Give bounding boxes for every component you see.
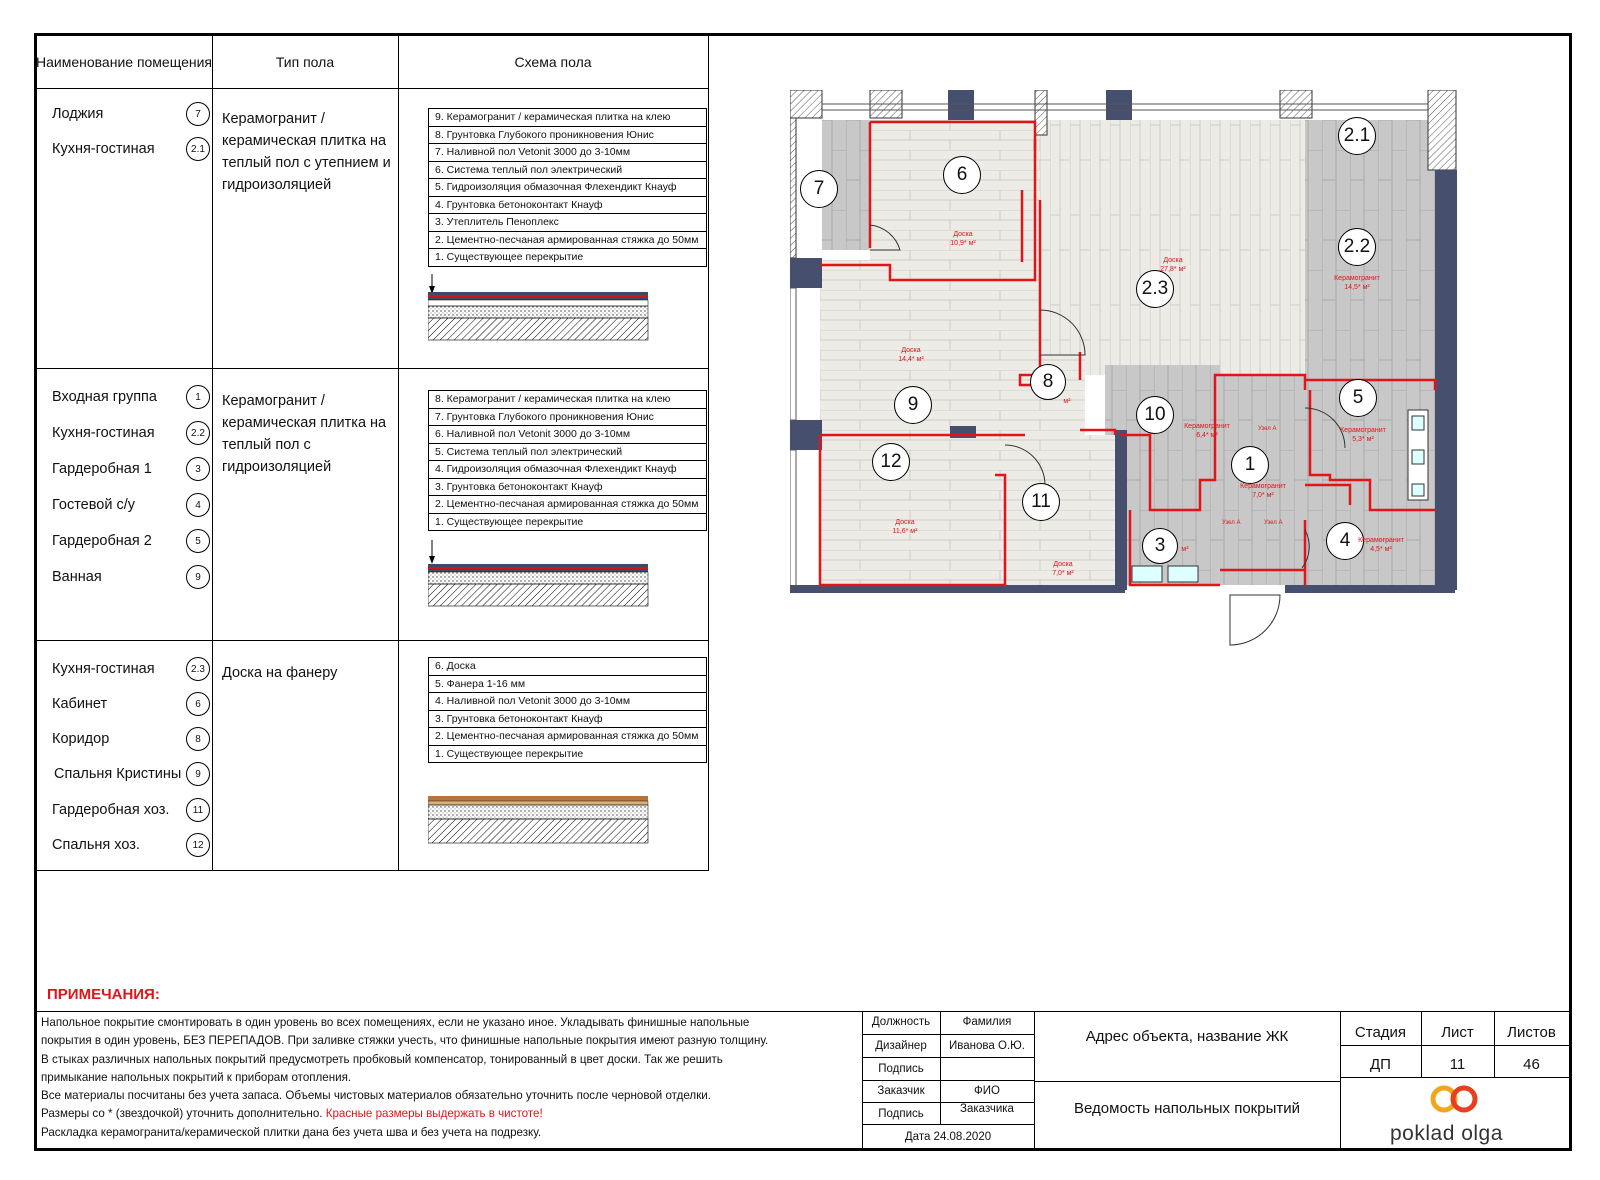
plan-labels [790,90,1470,670]
room-marker-3: 3 [1142,528,1178,564]
note-line: Все материалы посчитаны без учета запаса. Объемы чистовых материалов обязательно уточнить после черновой отделки. [41,1089,711,1103]
room-area-label: Доска 27,8* м² [1160,257,1186,273]
room-marker-12: 12 [872,443,910,481]
layer-item: 6. Система теплый пол электрический [428,161,707,179]
room-row [36,383,214,413]
floor-type-text: Керамогранит / керамическая плитка на теплый пол с утепнием и гидроизоляцией [222,111,391,193]
layer-item: 3. Грунтовка бетоноконтакт Кнауф [428,478,707,496]
layer-item: 3. Утеплитель Пеноплекс [428,213,707,231]
stage-value: ДП [1370,1056,1391,1073]
layer-item: 7. Наливной пол Vetonit 3000 до 3-10мм [428,143,707,161]
room-marker-4: 4 [1326,522,1364,560]
room-number-badge: 2.1 [186,137,210,161]
layer-item: 7. Грунтовка Глубокого проникновения Юнис [428,408,707,426]
room-area-label: Керамогранит 14,5* м² [1334,275,1380,291]
floor-section-drawing [428,274,658,354]
room-number-badge: 11 [186,798,210,822]
room-number-badge: 9 [186,565,210,589]
notes-text [41,1014,871,1142]
room-number-badge: 12 [186,833,210,857]
layer-item: 2. Цементно-песчаная армированная стяжка до 50мм [428,727,707,745]
size-note-red: Красные размеры выдержать в чистоте! [325,1107,543,1121]
layer-item: 1. Существующее перекрытие [428,513,707,532]
layer-item: 1. Существующее перекрытие [428,745,707,764]
room-area-label: Доска 11,6* м² [892,519,918,535]
note-line [41,1105,871,1123]
room-marker-5: 5 [1339,379,1377,417]
room-name: Спальня хоз. [52,837,140,853]
node-label: Узел А [1222,520,1241,526]
layer-list [428,390,707,531]
layer-item: 2. Цементно-песчаная армированная стяжка до 50мм [428,231,707,249]
header-floor-type: Тип пола [275,54,335,70]
floor-type-text: Доска на фанеру [222,665,338,681]
divider [862,1011,863,1151]
stamp-position-header: Должность [871,1016,931,1028]
layer-item: 1. Существующее перекрытие [428,248,707,267]
floor-section-drawing [428,540,658,620]
stamp-customer-name-2: Заказчика [960,1103,1014,1115]
room-area-label: Доска 10,9* м² [950,231,976,247]
divider [862,1057,1034,1058]
room-marker-9: 9 [894,386,932,424]
layer-item: 5. Система теплый пол электрический [428,443,707,461]
room-name: Кухня-гостиная [52,425,155,441]
layer-list [428,657,707,763]
layer-item: 8. Грунтовка Глубокого проникновения Юнис [428,126,707,144]
stamp-designer-name: Иванова О.Ю. [949,1040,1025,1052]
legend-header [36,36,708,89]
layer-item: 8. Керамогранит / керамическая плитка на клею [428,390,707,408]
room-row [36,135,214,165]
stamp-designer: Дизайнер [875,1040,927,1052]
room-name: Входная группа [52,389,157,405]
logo-text: poklad olga [1390,1122,1503,1145]
room-row [36,760,214,790]
room-marker-2-3: 2.3 [1136,270,1174,308]
divider [862,1080,1034,1081]
node-label: Узел А [1258,426,1277,432]
room-name: Коридор [52,731,110,747]
room-name: Кухня-гостиная [52,141,155,157]
stamp-signature: Подпись [878,1063,924,1075]
room-number-badge: 7 [186,102,210,126]
logo-mark-icon [1428,1084,1482,1114]
notes-title: ПРИМЕЧАНИЯ: [47,986,160,1003]
note-line: В стыках различных напольных покрытий предусмотреть пробковый компенсатор, тонированный в цвет доски. Так же решить [41,1052,723,1066]
room-row [36,100,214,130]
layer-item: 5. Гидроизоляция обмазочная Флехендикт Кнауф [428,178,707,196]
node-label: Узел А [1264,520,1283,526]
room-marker-2-2: 2.2 [1338,228,1376,266]
note-line: Напольное покрытие смонтировать в один уровень во всех помещениях, если не указано иное. Укладывать финишные напольные [41,1016,750,1029]
layer-item: 4. Наливной пол Vetonit 3000 до 3-10мм [428,692,707,710]
room-row [36,491,214,521]
layer-item: 2. Цементно-песчаная армированная стяжка до 50мм [428,495,707,513]
note-line: Раскладка керамогранита/керамической плитки дана без учета шва и без учета на подрезку. [41,1125,542,1139]
stamp-customer-name: ФИО [974,1085,1000,1097]
room-marker-6: 6 [943,156,981,194]
room-area-label: Керамогранит 4,5* м² [1358,537,1404,553]
floor-type-text: Керамогранит / керамическая плитка на теплый пол с гидроизоляцией [222,393,387,475]
room-row [36,419,214,449]
room-marker-7: 7 [800,170,838,208]
layer-item: 3. Грунтовка бетоноконтакт Кнауф [428,710,707,728]
room-marker-11: 11 [1022,483,1060,521]
layer-item: 4. Гидроизоляция обмазочная Флехендикт Кнауф [428,460,707,478]
room-row [36,831,214,861]
room-name: Гардеробная 2 [52,533,152,549]
stamp-signature: Подпись [878,1108,924,1120]
room-row [36,796,214,826]
legend-group-1 [36,88,708,369]
sheet-value: 11 [1449,1056,1466,1073]
room-area-label: Керамогранит 5,3* м² [1340,427,1386,443]
header-room: Наименование помещения [36,54,212,70]
room-name: Лоджия [52,106,104,122]
divider [862,1034,1034,1035]
room-number-badge: 9 [186,762,210,786]
room-row [36,655,214,685]
room-name: Кабинет [52,696,108,712]
header-scheme: Схема пола [514,54,592,70]
layer-item: 9. Керамогранит / керамическая плитка на клею [428,108,707,126]
divider [1340,1077,1569,1078]
note-line: примыкание напольных покрытий к приборам отопления. [41,1070,352,1084]
room-number-badge: 8 [186,727,210,751]
sheets-label: Листов [1507,1024,1556,1041]
room-number-badge: 1 [186,385,210,409]
stamp-surname-header: Фамилия [962,1016,1012,1028]
layer-item: 6. Наливной пол Vetonit 3000 до 3-10мм [428,425,707,443]
room-name: Спальня Кристины [54,766,182,782]
stamp-customer: Заказчик [877,1085,925,1097]
room-number-badge: 6 [186,692,210,716]
room-name: Ванная [52,569,102,585]
stage-label: Стадия [1354,1024,1407,1041]
room-marker-10: 10 [1136,396,1174,434]
room-area-label: м² [1181,546,1189,553]
room-row [36,455,214,485]
room-area-label: Керамогранит 7,0* м² [1240,483,1286,499]
object-address: Адрес объекта, название ЖК [1085,1028,1289,1045]
room-number-badge: 4 [186,493,210,517]
layer-item: 5. Фанера 1-16 мм [428,675,707,693]
room-number-badge: 2.2 [186,421,210,445]
room-row [36,563,214,593]
room-number-badge: 3 [186,457,210,481]
room-row [36,527,214,557]
legend-group-2 [36,368,708,641]
legend-group-3 [36,640,708,871]
room-area-label: Доска 14,4* м² [898,347,924,363]
layer-item: 6. Доска [428,657,707,675]
floor-section-drawing [428,790,658,860]
sheet-title: Ведомость напольных покрытий [1074,1100,1300,1117]
layer-item: 4. Грунтовка бетоноконтакт Кнауф [428,196,707,214]
room-number-badge: 2.3 [186,657,210,681]
note-line: покрытия в один уровень, БЕЗ ПЕРЕПАДОВ. При заливке стяжки учесть, что финишные напольные покрытия имеют разную толщину. [41,1034,769,1048]
room-marker-2-1: 2.1 [1338,117,1376,155]
stamp-date: Дата 24.08.2020 [904,1131,992,1143]
divider [1034,1081,1340,1082]
room-area-label: Керамогранит 6,4* м² [1184,423,1230,439]
room-row [36,690,214,720]
room-row [36,725,214,755]
sheet-label: Лист [1441,1024,1474,1041]
room-marker-1: 1 [1231,446,1269,484]
room-marker-8: 8 [1030,364,1066,400]
sheets-value: 46 [1523,1056,1540,1073]
room-name: Гостевой с/у [52,497,135,513]
floor-legend-table [36,36,708,871]
layer-list [428,108,707,267]
divider [862,1124,1034,1125]
room-area-label: м² [1063,398,1071,405]
room-number-badge: 5 [186,529,210,553]
room-name: Гардеробная хоз. [52,802,170,818]
room-name: Гардеробная 1 [52,461,152,477]
size-note: Размеры со * (звездочкой) уточнить дополнительно. [41,1107,326,1121]
divider [1340,1045,1569,1046]
room-area-label: Доска 7,0* м² [1052,561,1074,577]
room-name: Кухня-гостиная [52,661,155,677]
